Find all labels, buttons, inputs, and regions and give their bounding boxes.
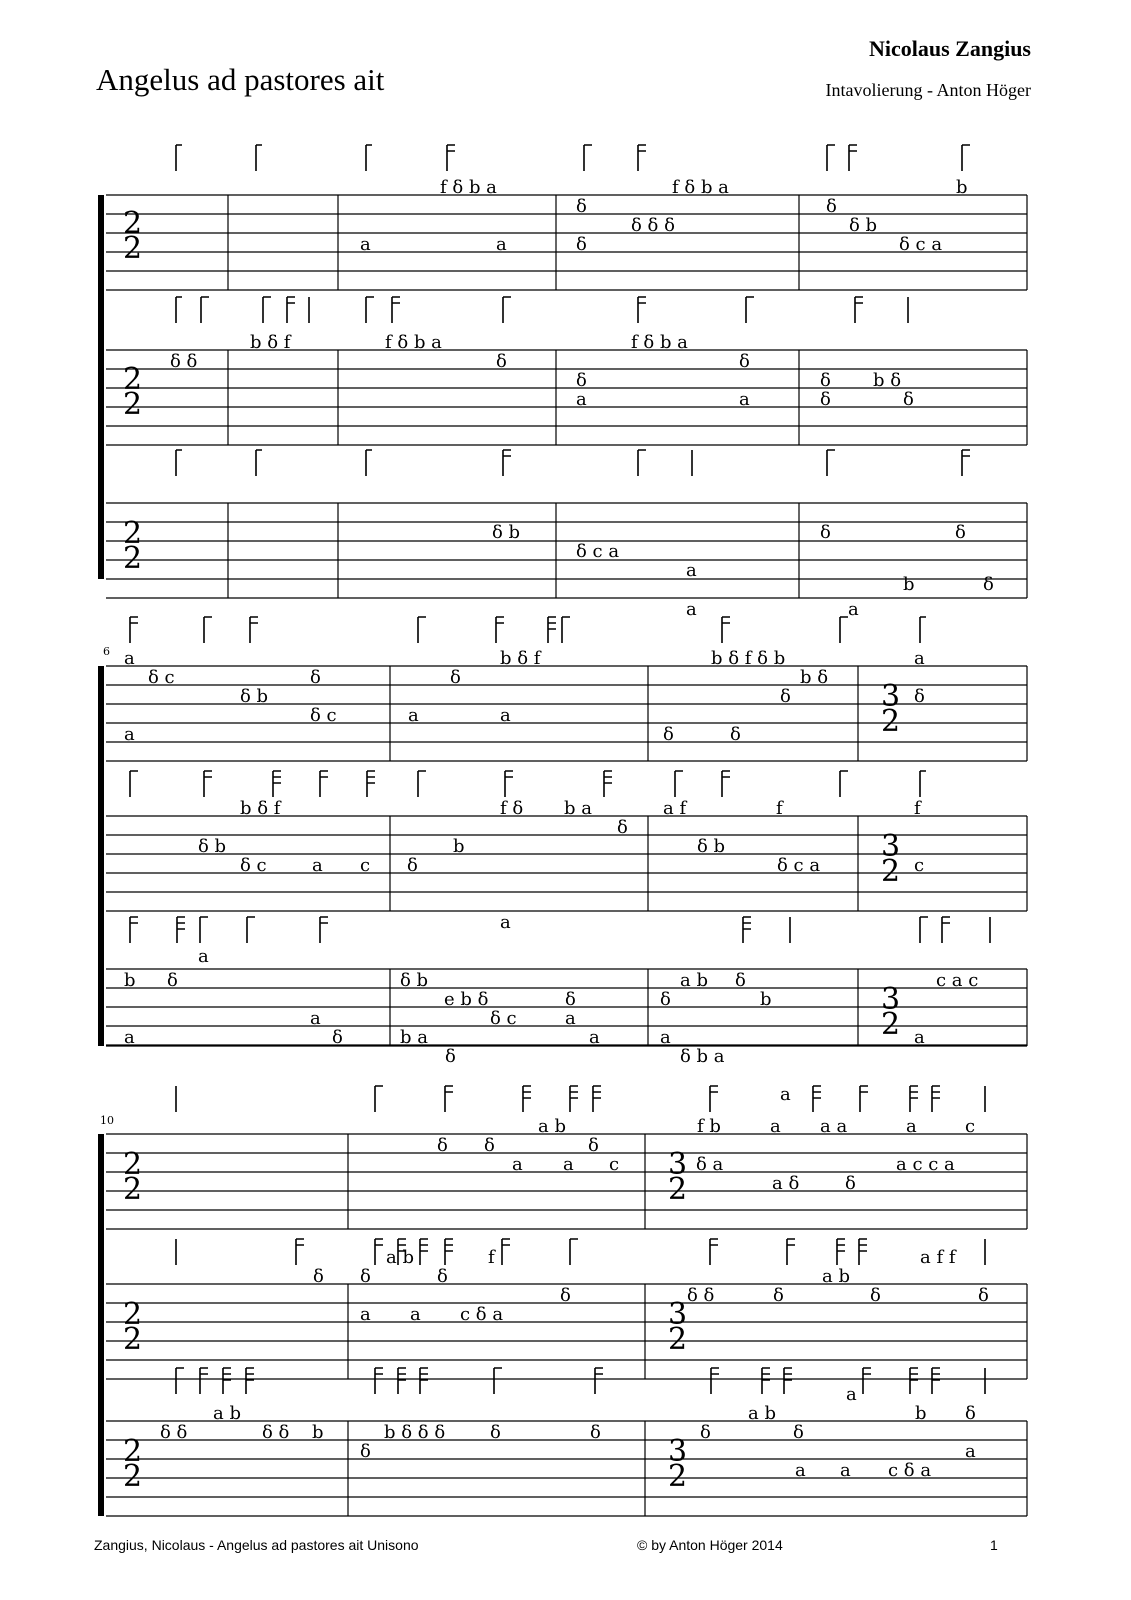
svg-text:f: f xyxy=(776,798,783,819)
svg-text:a: a xyxy=(840,1460,851,1481)
svg-text:b: b xyxy=(124,970,136,991)
composer-name: Nicolaus Zangius xyxy=(869,36,1031,61)
svg-text:δ: δ xyxy=(437,1266,448,1287)
svg-text:δ: δ xyxy=(793,1422,804,1443)
svg-text:a: a xyxy=(496,234,507,255)
staff-1b xyxy=(106,350,1027,445)
svg-text:δ: δ xyxy=(845,1173,856,1194)
time-sig-numerator: 3 xyxy=(668,1147,688,1182)
svg-text:δ: δ xyxy=(700,1422,711,1443)
svg-text:b δ f δ b: b δ f δ b xyxy=(711,648,786,669)
svg-text:b δ f: b δ f xyxy=(250,332,291,353)
svg-text:a: a xyxy=(770,1116,781,1137)
svg-text:δ: δ xyxy=(663,724,674,745)
svg-text:b δ: b δ xyxy=(800,667,829,688)
svg-text:δ b: δ b xyxy=(849,215,878,236)
time-sig-denominator: 2 xyxy=(123,231,143,266)
svg-text:δ δ: δ δ xyxy=(687,1285,715,1306)
svg-text:a: a xyxy=(686,599,697,620)
svg-text:b a: b a xyxy=(564,798,592,819)
svg-text:a: a xyxy=(914,1027,925,1048)
svg-text:a: a xyxy=(848,599,859,620)
staff-3a xyxy=(106,1134,1027,1229)
svg-text:b: b xyxy=(915,1403,927,1424)
svg-text:δ: δ xyxy=(955,522,966,543)
svg-text:c: c xyxy=(965,1116,976,1137)
svg-text:δ: δ xyxy=(826,196,837,217)
svg-text:δ c: δ c xyxy=(148,667,175,688)
svg-text:δ: δ xyxy=(576,370,587,391)
svg-text:δ b: δ b xyxy=(492,522,521,543)
svg-text:a: a xyxy=(576,389,587,410)
svg-text:f δ b a: f δ b a xyxy=(631,332,688,353)
time-sig-denominator: 2 xyxy=(668,1322,688,1357)
footer-copyright: © by Anton Höger 2014 xyxy=(637,1537,783,1553)
svg-text:δ b: δ b xyxy=(697,836,726,857)
svg-text:δ c a: δ c a xyxy=(899,234,943,255)
svg-text:c: c xyxy=(360,855,371,876)
svg-text:δ c: δ c xyxy=(490,1008,517,1029)
svg-text:δ: δ xyxy=(560,1285,571,1306)
svg-text:e b δ: e b δ xyxy=(444,989,489,1010)
svg-text:δ c: δ c xyxy=(240,855,267,876)
svg-text:b: b xyxy=(760,989,772,1010)
svg-text:f: f xyxy=(914,798,921,819)
svg-text:c δ a: c δ a xyxy=(460,1304,504,1325)
arranger-credit: Intavolierung - Anton Höger xyxy=(825,80,1031,100)
time-sig-denominator: 2 xyxy=(668,1459,688,1494)
svg-text:a b: a b xyxy=(386,1247,414,1268)
svg-text:a: a xyxy=(124,1027,135,1048)
svg-text:b: b xyxy=(453,836,465,857)
svg-text:a b: a b xyxy=(213,1403,241,1424)
svg-text:δ δ: δ δ xyxy=(160,1422,188,1443)
svg-text:δ: δ xyxy=(739,351,750,372)
svg-text:c: c xyxy=(914,855,925,876)
svg-text:δ: δ xyxy=(576,196,587,217)
svg-text:δ: δ xyxy=(730,724,741,745)
svg-text:δ δ: δ δ xyxy=(262,1422,290,1443)
svg-text:δ b a: δ b a xyxy=(680,1046,725,1067)
svg-text:a: a xyxy=(310,1008,321,1029)
svg-text:a: a xyxy=(565,1008,576,1029)
svg-text:c: c xyxy=(609,1154,620,1175)
svg-text:a b: a b xyxy=(822,1266,850,1287)
time-sig-numerator: 2 xyxy=(123,516,143,551)
svg-text:δ: δ xyxy=(588,1135,599,1156)
svg-text:δ: δ xyxy=(360,1266,371,1287)
time-sig-numerator: 2 xyxy=(123,362,143,397)
svg-text:δ a: δ a xyxy=(696,1154,724,1175)
time-sig-denominator: 2 xyxy=(123,1322,143,1357)
svg-text:δ: δ xyxy=(437,1135,448,1156)
svg-text:a: a xyxy=(739,389,750,410)
svg-text:f δ: f δ xyxy=(500,798,524,819)
svg-text:δ c: δ c xyxy=(310,705,337,726)
time-sig-denominator: 2 xyxy=(123,541,143,576)
svg-text:δ b: δ b xyxy=(400,970,429,991)
svg-text:δ: δ xyxy=(965,1403,976,1424)
svg-text:a: a xyxy=(124,648,135,669)
svg-text:a b: a b xyxy=(748,1403,776,1424)
svg-text:f δ b a: f δ b a xyxy=(385,332,442,353)
svg-text:δ: δ xyxy=(310,667,321,688)
staff-1a xyxy=(106,195,1027,290)
svg-text:a b: a b xyxy=(538,1116,566,1137)
svg-text:a δ: a δ xyxy=(772,1173,800,1194)
time-sig-denominator: 2 xyxy=(881,854,901,889)
time-sig-numerator: 2 xyxy=(123,1434,143,1469)
system-3 xyxy=(98,1134,1027,1516)
svg-text:f b: f b xyxy=(697,1116,721,1137)
svg-text:a: a xyxy=(360,1304,371,1325)
svg-text:δ c a: δ c a xyxy=(576,541,620,562)
svg-text:a: a xyxy=(500,705,511,726)
svg-text:a: a xyxy=(965,1441,976,1462)
system-1 xyxy=(98,195,1027,598)
svg-text:b δ: b δ xyxy=(873,370,902,391)
svg-text:δ: δ xyxy=(978,1285,989,1306)
svg-text:a: a xyxy=(410,1304,421,1325)
svg-text:δ: δ xyxy=(820,370,831,391)
measure-number: 6 xyxy=(103,645,110,658)
svg-text:δ: δ xyxy=(617,817,628,838)
svg-text:a: a xyxy=(795,1460,806,1481)
svg-text:δ: δ xyxy=(450,667,461,688)
svg-text:a: a xyxy=(312,855,323,876)
time-sig-denominator: 2 xyxy=(123,1459,143,1494)
time-sig-denominator: 2 xyxy=(123,387,143,422)
svg-text:a: a xyxy=(686,560,697,581)
svg-text:a b: a b xyxy=(680,970,708,991)
svg-text:a f f: a f f xyxy=(920,1247,956,1268)
svg-text:a: a xyxy=(660,1027,671,1048)
svg-text:δ: δ xyxy=(565,989,576,1010)
svg-text:a: a xyxy=(906,1116,917,1137)
svg-text:b δ f: b δ f xyxy=(500,648,541,669)
svg-text:a: a xyxy=(198,946,209,967)
svg-text:δ: δ xyxy=(576,234,587,255)
svg-text:δ δ: δ δ xyxy=(170,351,198,372)
svg-text:δ: δ xyxy=(735,970,746,991)
svg-text:δ: δ xyxy=(496,351,507,372)
svg-text:δ: δ xyxy=(313,1266,324,1287)
page-number: 1 xyxy=(990,1537,998,1553)
time-sig-numerator: 2 xyxy=(123,206,143,241)
svg-text:a: a xyxy=(124,724,135,745)
time-sig-denominator: 2 xyxy=(881,704,901,739)
time-sig-denominator: 2 xyxy=(123,1172,143,1207)
time-sig-numerator: 3 xyxy=(881,679,901,714)
time-sig-numerator: 3 xyxy=(668,1434,688,1469)
svg-text:f δ b a: f δ b a xyxy=(440,177,497,198)
svg-text:δ: δ xyxy=(820,389,831,410)
svg-text:a: a xyxy=(780,1084,791,1105)
svg-text:δ: δ xyxy=(445,1046,456,1067)
svg-text:c δ a: c δ a xyxy=(888,1460,932,1481)
svg-text:f: f xyxy=(488,1247,495,1268)
svg-text:b: b xyxy=(903,574,915,595)
svg-text:δ: δ xyxy=(490,1422,501,1443)
time-sig-numerator: 3 xyxy=(881,982,901,1017)
tablature-letters xyxy=(124,177,994,1481)
footer-title: Zangius, Nicolaus - Angelus ad pastores ait Unisono xyxy=(94,1537,419,1553)
time-sig-numerator: 3 xyxy=(668,1297,688,1332)
svg-text:a a: a a xyxy=(820,1116,848,1137)
svg-text:b δ f: b δ f xyxy=(240,798,281,819)
svg-text:b: b xyxy=(312,1422,324,1443)
svg-text:δ: δ xyxy=(407,855,418,876)
svg-text:δ δ δ: δ δ δ xyxy=(631,215,675,236)
svg-text:b: b xyxy=(956,177,968,198)
svg-text:a: a xyxy=(589,1027,600,1048)
svg-text:c a c: c a c xyxy=(936,970,979,991)
measure-number: 10 xyxy=(100,1114,114,1127)
svg-text:δ b: δ b xyxy=(198,836,227,857)
svg-text:δ: δ xyxy=(660,989,671,1010)
svg-text:a: a xyxy=(846,1384,857,1405)
time-sig-denominator: 2 xyxy=(668,1172,688,1207)
svg-text:δ: δ xyxy=(903,389,914,410)
svg-text:δ: δ xyxy=(167,970,178,991)
time-sig-numerator: 3 xyxy=(881,829,901,864)
svg-text:a: a xyxy=(360,234,371,255)
time-sig-numerator: 2 xyxy=(123,1147,143,1182)
svg-text:δ: δ xyxy=(590,1422,601,1443)
svg-text:δ: δ xyxy=(983,574,994,595)
svg-text:a: a xyxy=(512,1154,523,1175)
svg-text:a: a xyxy=(500,912,511,933)
staff-1c xyxy=(106,503,1027,598)
svg-text:b a: b a xyxy=(400,1027,428,1048)
time-sig-denominator: 2 xyxy=(881,1007,901,1042)
svg-text:a c c a: a c c a xyxy=(896,1154,955,1175)
svg-text:a: a xyxy=(914,648,925,669)
page-title: Angelus ad pastores ait xyxy=(96,62,385,97)
svg-text:a: a xyxy=(563,1154,574,1175)
svg-text:δ: δ xyxy=(820,522,831,543)
svg-text:a: a xyxy=(408,705,419,726)
svg-text:δ c a: δ c a xyxy=(777,855,821,876)
svg-text:δ: δ xyxy=(870,1285,881,1306)
svg-text:δ: δ xyxy=(484,1135,495,1156)
svg-text:δ: δ xyxy=(360,1441,371,1462)
svg-text:a f: a f xyxy=(663,798,687,819)
svg-text:b δ δ δ: b δ δ δ xyxy=(384,1422,446,1443)
svg-text:f δ b a: f δ b a xyxy=(672,177,729,198)
svg-text:δ: δ xyxy=(332,1027,343,1048)
svg-text:δ: δ xyxy=(773,1285,784,1306)
svg-text:δ b: δ b xyxy=(240,686,269,707)
svg-text:δ: δ xyxy=(914,686,925,707)
time-sig-numerator: 2 xyxy=(123,1297,143,1332)
svg-text:δ: δ xyxy=(780,686,791,707)
